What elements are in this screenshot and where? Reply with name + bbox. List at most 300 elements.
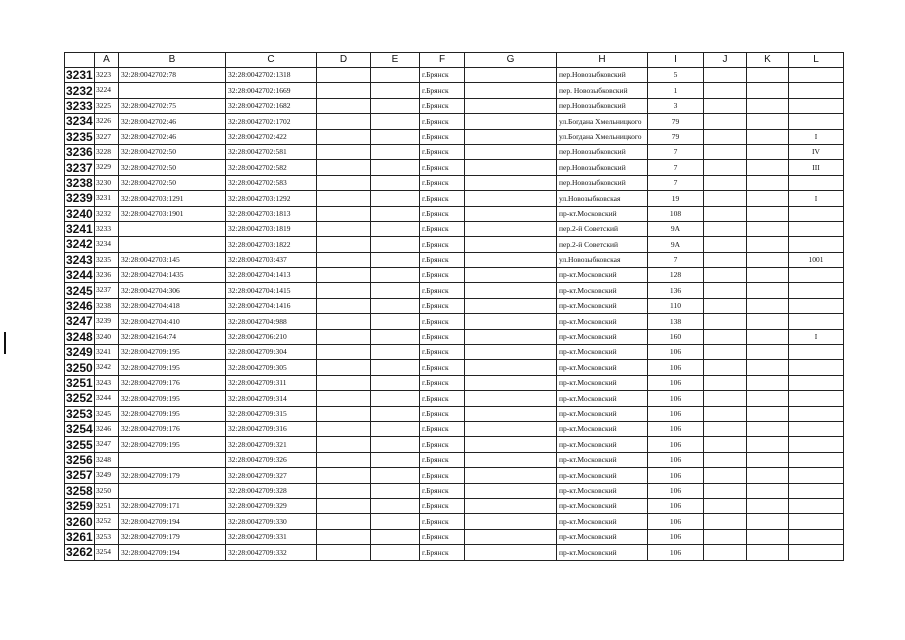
cell-d[interactable] <box>317 237 371 252</box>
cell-a[interactable]: 3238 <box>95 298 119 313</box>
cell-e[interactable] <box>371 98 420 113</box>
cell-l[interactable] <box>789 206 844 221</box>
cell-g[interactable] <box>465 237 557 252</box>
cell-h[interactable]: пр-кт.Московский <box>557 483 648 498</box>
row-number[interactable]: 3231 <box>66 68 93 83</box>
cell-a[interactable]: 3245 <box>95 406 119 421</box>
cell-k[interactable] <box>747 160 789 175</box>
cell-j[interactable] <box>704 68 747 83</box>
cell-i[interactable]: 1 <box>648 83 704 98</box>
cell-k[interactable] <box>747 98 789 113</box>
cell-a[interactable]: 3237 <box>95 283 119 298</box>
cell-h[interactable]: пр-кт.Московский <box>557 529 648 544</box>
cell-l[interactable]: 1001 <box>789 252 844 267</box>
row-number[interactable]: 3240 <box>66 206 93 221</box>
cell-h[interactable]: пр-кт.Московский <box>557 452 648 467</box>
cell-a[interactable]: 3248 <box>95 452 119 467</box>
cell-h[interactable]: пер.2-й Советский <box>557 221 648 236</box>
cell-e[interactable] <box>371 175 420 190</box>
cell-l[interactable] <box>789 498 844 513</box>
cell-d[interactable] <box>317 329 371 344</box>
cell-d[interactable] <box>317 252 371 267</box>
cell-e[interactable] <box>371 391 420 406</box>
cell-a[interactable]: 3249 <box>95 468 119 483</box>
cell-l[interactable] <box>789 283 844 298</box>
cell-g[interactable] <box>465 329 557 344</box>
cell-c[interactable]: 32:28:0042709:330 <box>226 514 317 529</box>
cell-j[interactable] <box>704 529 747 544</box>
row-number[interactable]: 3249 <box>66 345 93 360</box>
cell-e[interactable] <box>371 498 420 513</box>
cell-c[interactable]: 32:28:0042703:1822 <box>226 237 317 252</box>
cell-b[interactable]: 32:28:0042702:78 <box>119 68 226 83</box>
cell-j[interactable] <box>704 298 747 313</box>
cell-j[interactable] <box>704 329 747 344</box>
cell-e[interactable] <box>371 545 420 560</box>
row-number[interactable]: 3251 <box>66 376 93 390</box>
cell-k[interactable] <box>747 175 789 190</box>
cell-d[interactable] <box>317 391 371 406</box>
row-number[interactable]: 3236 <box>66 145 93 160</box>
cell-b[interactable]: 32:28:0042709:195 <box>119 406 226 421</box>
cell-a[interactable]: 3229 <box>95 160 119 175</box>
cell-b[interactable] <box>119 83 226 98</box>
cell-k[interactable] <box>747 529 789 544</box>
cell-j[interactable] <box>704 345 747 360</box>
cell-k[interactable] <box>747 129 789 144</box>
cell-d[interactable] <box>317 144 371 159</box>
cell-d[interactable] <box>317 545 371 560</box>
cell-b[interactable]: 32:28:0042709:194 <box>119 545 226 560</box>
cell-f[interactable]: г.Брянск <box>420 298 465 313</box>
cell-h[interactable]: пр-кт.Московский <box>557 545 648 560</box>
cell-d[interactable] <box>317 314 371 329</box>
cell-d[interactable] <box>317 529 371 544</box>
cell-f[interactable]: г.Брянск <box>420 68 465 83</box>
cell-j[interactable] <box>704 545 747 560</box>
cell-i[interactable]: 79 <box>648 129 704 144</box>
cell-b[interactable]: 32:28:0042704:410 <box>119 314 226 329</box>
cell-f[interactable]: г.Брянск <box>420 452 465 467</box>
row-number[interactable]: 3253 <box>66 406 93 421</box>
column-header-j[interactable]: J <box>704 53 747 68</box>
cell-c[interactable]: 32:28:0042709:315 <box>226 406 317 421</box>
cell-g[interactable] <box>465 114 557 129</box>
cell-i[interactable]: 106 <box>648 360 704 375</box>
cell-k[interactable] <box>747 514 789 529</box>
cell-j[interactable] <box>704 375 747 390</box>
cell-e[interactable] <box>371 191 420 206</box>
cell-i[interactable]: 106 <box>648 514 704 529</box>
cell-g[interactable] <box>465 98 557 113</box>
cell-l[interactable] <box>789 175 844 190</box>
cell-e[interactable] <box>371 268 420 283</box>
cell-h[interactable]: пер.Новозыбковский <box>557 175 648 190</box>
cell-f[interactable]: г.Брянск <box>420 98 465 113</box>
cell-j[interactable] <box>704 468 747 483</box>
cell-g[interactable] <box>465 345 557 360</box>
cell-c[interactable]: 32:28:0042709:311 <box>226 375 317 390</box>
cell-f[interactable]: г.Брянск <box>420 83 465 98</box>
cell-i[interactable]: 106 <box>648 483 704 498</box>
cell-k[interactable] <box>747 545 789 560</box>
cell-j[interactable] <box>704 483 747 498</box>
cell-e[interactable] <box>371 421 420 436</box>
cell-h[interactable]: пр-кт.Московский <box>557 329 648 344</box>
cell-f[interactable]: г.Брянск <box>420 237 465 252</box>
cell-h[interactable]: пер.2-й Советский <box>557 237 648 252</box>
cell-c[interactable]: 32:28:0042709:328 <box>226 483 317 498</box>
cell-i[interactable]: 160 <box>648 329 704 344</box>
cell-a[interactable]: 3230 <box>95 175 119 190</box>
cell-a[interactable]: 3241 <box>95 345 119 360</box>
cell-g[interactable] <box>465 191 557 206</box>
cell-h[interactable]: пер.Новозыбковский <box>557 144 648 159</box>
cell-e[interactable] <box>371 160 420 175</box>
cell-d[interactable] <box>317 468 371 483</box>
row-number[interactable]: 3245 <box>66 283 93 298</box>
cell-e[interactable] <box>371 83 420 98</box>
cell-k[interactable] <box>747 421 789 436</box>
cell-b[interactable]: 32:28:0042702:46 <box>119 114 226 129</box>
row-number[interactable]: 3242 <box>66 237 93 252</box>
cell-a[interactable]: 3227 <box>95 129 119 144</box>
cell-h[interactable]: пер.Новозыбковский <box>557 160 648 175</box>
cell-b[interactable]: 32:28:0042709:195 <box>119 345 226 360</box>
row-number[interactable]: 3250 <box>66 360 93 375</box>
cell-e[interactable] <box>371 468 420 483</box>
cell-a[interactable]: 3250 <box>95 483 119 498</box>
cell-g[interactable] <box>465 360 557 375</box>
cell-f[interactable]: г.Брянск <box>420 314 465 329</box>
cell-l[interactable] <box>789 83 844 98</box>
cell-f[interactable]: г.Брянск <box>420 468 465 483</box>
cell-f[interactable]: г.Брянск <box>420 545 465 560</box>
cell-k[interactable] <box>747 114 789 129</box>
cell-f[interactable]: г.Брянск <box>420 437 465 452</box>
cell-f[interactable]: г.Брянск <box>420 114 465 129</box>
cell-i[interactable]: 138 <box>648 314 704 329</box>
cell-i[interactable]: 5 <box>648 68 704 83</box>
cell-k[interactable] <box>747 498 789 513</box>
cell-i[interactable]: 108 <box>648 206 704 221</box>
cell-d[interactable] <box>317 129 371 144</box>
cell-i[interactable]: 136 <box>648 283 704 298</box>
cell-f[interactable]: г.Брянск <box>420 268 465 283</box>
cell-a[interactable]: 3223 <box>95 68 119 83</box>
cell-b[interactable] <box>119 221 226 236</box>
column-header-k[interactable]: K <box>747 53 789 68</box>
cell-j[interactable] <box>704 175 747 190</box>
row-number[interactable]: 3257 <box>66 468 93 483</box>
cell-j[interactable] <box>704 237 747 252</box>
cell-a[interactable]: 3234 <box>95 237 119 252</box>
cell-g[interactable] <box>465 468 557 483</box>
cell-c[interactable]: 32:28:0042709:304 <box>226 345 317 360</box>
cell-i[interactable]: 106 <box>648 452 704 467</box>
cell-i[interactable]: 106 <box>648 406 704 421</box>
cell-i[interactable]: 106 <box>648 421 704 436</box>
cell-l[interactable] <box>789 514 844 529</box>
row-number[interactable]: 3248 <box>66 329 93 344</box>
cell-f[interactable]: г.Брянск <box>420 175 465 190</box>
cell-e[interactable] <box>371 129 420 144</box>
cell-k[interactable] <box>747 268 789 283</box>
cell-f[interactable]: г.Брянск <box>420 406 465 421</box>
cell-c[interactable]: 32:28:0042704:988 <box>226 314 317 329</box>
cell-a[interactable]: 3233 <box>95 221 119 236</box>
cell-c[interactable]: 32:28:0042709:314 <box>226 391 317 406</box>
cell-d[interactable] <box>317 452 371 467</box>
cell-j[interactable] <box>704 514 747 529</box>
cell-l[interactable] <box>789 114 844 129</box>
cell-h[interactable]: пр-кт.Московский <box>557 283 648 298</box>
cell-c[interactable]: 32:28:0042704:1416 <box>226 298 317 313</box>
cell-g[interactable] <box>465 206 557 221</box>
cell-a[interactable]: 3239 <box>95 314 119 329</box>
cell-b[interactable]: 32:28:0042702:46 <box>119 129 226 144</box>
column-header-l[interactable]: L <box>789 53 844 68</box>
cell-e[interactable] <box>371 329 420 344</box>
cell-l[interactable] <box>789 406 844 421</box>
cell-c[interactable]: 32:28:0042709:326 <box>226 452 317 467</box>
cell-f[interactable]: г.Брянск <box>420 375 465 390</box>
cell-h[interactable]: пр-кт.Московский <box>557 437 648 452</box>
row-number[interactable]: 3241 <box>66 222 93 237</box>
cell-l[interactable] <box>789 221 844 236</box>
cell-h[interactable]: пр-кт.Московский <box>557 268 648 283</box>
cell-j[interactable] <box>704 360 747 375</box>
cell-d[interactable] <box>317 114 371 129</box>
cell-j[interactable] <box>704 98 747 113</box>
cell-l[interactable] <box>789 314 844 329</box>
cell-g[interactable] <box>465 529 557 544</box>
cell-j[interactable] <box>704 206 747 221</box>
cell-j[interactable] <box>704 268 747 283</box>
cell-i[interactable]: 128 <box>648 268 704 283</box>
cell-c[interactable]: 32:28:0042709:305 <box>226 360 317 375</box>
row-number[interactable]: 3252 <box>66 391 93 406</box>
cell-h[interactable]: пр-кт.Московский <box>557 391 648 406</box>
cell-b[interactable]: 32:28:0042709:179 <box>119 468 226 483</box>
column-header-h[interactable]: H <box>557 53 648 68</box>
cell-d[interactable] <box>317 406 371 421</box>
row-number[interactable]: 3239 <box>66 191 93 206</box>
cell-b[interactable]: 32:28:0042702:75 <box>119 98 226 113</box>
cell-l[interactable] <box>789 483 844 498</box>
row-number[interactable]: 3232 <box>66 83 93 98</box>
cell-j[interactable] <box>704 406 747 421</box>
cell-i[interactable]: 9А <box>648 237 704 252</box>
row-number[interactable]: 3233 <box>66 98 93 113</box>
cell-k[interactable] <box>747 345 789 360</box>
cell-a[interactable]: 3235 <box>95 252 119 267</box>
cell-h[interactable]: ул.Богдана Хмельницкого <box>557 129 648 144</box>
cell-k[interactable] <box>747 221 789 236</box>
cell-g[interactable] <box>465 298 557 313</box>
cell-k[interactable] <box>747 406 789 421</box>
cell-j[interactable] <box>704 160 747 175</box>
cell-l[interactable]: I <box>789 191 844 206</box>
cell-k[interactable] <box>747 252 789 267</box>
row-number[interactable]: 3258 <box>66 483 93 498</box>
cell-i[interactable]: 7 <box>648 160 704 175</box>
cell-h[interactable]: ул.Богдана Хмельницкого <box>557 114 648 129</box>
cell-f[interactable]: г.Брянск <box>420 252 465 267</box>
cell-i[interactable]: 79 <box>648 114 704 129</box>
cell-f[interactable]: г.Брянск <box>420 498 465 513</box>
cell-e[interactable] <box>371 206 420 221</box>
cell-f[interactable]: г.Брянск <box>420 144 465 159</box>
cell-k[interactable] <box>747 483 789 498</box>
cell-a[interactable]: 3244 <box>95 391 119 406</box>
cell-e[interactable] <box>371 68 420 83</box>
row-number[interactable]: 3260 <box>66 514 93 529</box>
cell-k[interactable] <box>747 437 789 452</box>
cell-i[interactable]: 106 <box>648 498 704 513</box>
cell-l[interactable] <box>789 545 844 560</box>
cell-f[interactable]: г.Брянск <box>420 160 465 175</box>
cell-d[interactable] <box>317 160 371 175</box>
cell-g[interactable] <box>465 68 557 83</box>
cell-b[interactable] <box>119 237 226 252</box>
cell-a[interactable]: 3232 <box>95 206 119 221</box>
cell-h[interactable]: пер.Новозыбковский <box>557 98 648 113</box>
row-number[interactable]: 3234 <box>66 114 93 129</box>
cell-g[interactable] <box>465 545 557 560</box>
cell-i[interactable]: 7 <box>648 252 704 267</box>
row-number[interactable]: 3244 <box>66 268 93 283</box>
cell-g[interactable] <box>465 483 557 498</box>
cell-g[interactable] <box>465 268 557 283</box>
cell-e[interactable] <box>371 406 420 421</box>
cell-d[interactable] <box>317 206 371 221</box>
cell-e[interactable] <box>371 514 420 529</box>
cell-g[interactable] <box>465 129 557 144</box>
cell-b[interactable]: 32:28:0042709:195 <box>119 391 226 406</box>
cell-d[interactable] <box>317 375 371 390</box>
cell-g[interactable] <box>465 452 557 467</box>
cell-g[interactable] <box>465 406 557 421</box>
column-header-b[interactable]: B <box>119 53 226 68</box>
cell-h[interactable]: пр-кт.Московский <box>557 314 648 329</box>
cell-i[interactable]: 3 <box>648 98 704 113</box>
cell-k[interactable] <box>747 314 789 329</box>
cell-c[interactable]: 32:28:0042709:332 <box>226 545 317 560</box>
cell-f[interactable]: г.Брянск <box>420 421 465 436</box>
cell-g[interactable] <box>465 375 557 390</box>
cell-k[interactable] <box>747 144 789 159</box>
cell-a[interactable]: 3224 <box>95 83 119 98</box>
cell-e[interactable] <box>371 483 420 498</box>
cell-j[interactable] <box>704 252 747 267</box>
cell-c[interactable]: 32:28:0042704:1415 <box>226 283 317 298</box>
cell-h[interactable]: ул.Новозыбковская <box>557 252 648 267</box>
cell-b[interactable]: 32:28:0042709:194 <box>119 514 226 529</box>
cell-a[interactable]: 3228 <box>95 144 119 159</box>
cell-l[interactable] <box>789 68 844 83</box>
row-number[interactable]: 3256 <box>66 452 93 467</box>
cell-e[interactable] <box>371 283 420 298</box>
cell-b[interactable]: 32:28:0042709:179 <box>119 529 226 544</box>
cell-c[interactable]: 32:28:0042703:1292 <box>226 191 317 206</box>
cell-f[interactable]: г.Брянск <box>420 206 465 221</box>
cell-j[interactable] <box>704 221 747 236</box>
cell-b[interactable]: 32:28:0042704:306 <box>119 283 226 298</box>
column-header-i[interactable]: I <box>648 53 704 68</box>
cell-j[interactable] <box>704 83 747 98</box>
cell-l[interactable] <box>789 345 844 360</box>
cell-i[interactable]: 106 <box>648 375 704 390</box>
cell-b[interactable] <box>119 483 226 498</box>
cell-h[interactable]: пр-кт.Московский <box>557 298 648 313</box>
column-header-f[interactable]: F <box>420 53 465 68</box>
cell-c[interactable]: 32:28:0042702:583 <box>226 175 317 190</box>
cell-h[interactable]: пр-кт.Московский <box>557 406 648 421</box>
cell-j[interactable] <box>704 437 747 452</box>
row-number[interactable]: 3255 <box>66 437 93 452</box>
cell-e[interactable] <box>371 237 420 252</box>
cell-d[interactable] <box>317 83 371 98</box>
column-header-c[interactable]: C <box>226 53 317 68</box>
cell-a[interactable]: 3252 <box>95 514 119 529</box>
cell-a[interactable]: 3251 <box>95 498 119 513</box>
row-number[interactable]: 3261 <box>66 529 93 544</box>
cell-f[interactable]: г.Брянск <box>420 345 465 360</box>
cell-j[interactable] <box>704 314 747 329</box>
cell-b[interactable]: 32:28:0042709:176 <box>119 421 226 436</box>
cell-c[interactable]: 32:28:0042709:327 <box>226 468 317 483</box>
cell-b[interactable] <box>119 452 226 467</box>
cell-a[interactable]: 3231 <box>95 191 119 206</box>
cell-k[interactable] <box>747 68 789 83</box>
cell-b[interactable]: 32:28:0042703:1901 <box>119 206 226 221</box>
cell-d[interactable] <box>317 298 371 313</box>
cell-k[interactable] <box>747 191 789 206</box>
cell-l[interactable] <box>789 468 844 483</box>
cell-c[interactable]: 32:28:0042702:582 <box>226 160 317 175</box>
cell-h[interactable]: пр-кт.Московский <box>557 345 648 360</box>
cell-e[interactable] <box>371 375 420 390</box>
cell-h[interactable]: пр-кт.Московский <box>557 498 648 513</box>
cell-k[interactable] <box>747 375 789 390</box>
cell-b[interactable]: 32:28:0042704:1435 <box>119 268 226 283</box>
cell-i[interactable]: 106 <box>648 529 704 544</box>
cell-l[interactable] <box>789 360 844 375</box>
cell-k[interactable] <box>747 360 789 375</box>
cell-c[interactable]: 32:28:0042702:1702 <box>226 114 317 129</box>
cell-c[interactable]: 32:28:0042703:1819 <box>226 221 317 236</box>
column-header-corner[interactable] <box>65 53 95 68</box>
cell-b[interactable]: 32:28:0042702:50 <box>119 160 226 175</box>
cell-i[interactable]: 106 <box>648 345 704 360</box>
cell-a[interactable]: 3247 <box>95 437 119 452</box>
cell-k[interactable] <box>747 206 789 221</box>
cell-i[interactable]: 106 <box>648 391 704 406</box>
cell-b[interactable]: 32:28:0042702:50 <box>119 144 226 159</box>
row-number[interactable]: 3246 <box>66 299 93 314</box>
cell-c[interactable]: 32:28:0042703:1813 <box>226 206 317 221</box>
cell-g[interactable] <box>465 83 557 98</box>
cell-j[interactable] <box>704 129 747 144</box>
cell-h[interactable]: пр-кт.Московский <box>557 514 648 529</box>
cell-g[interactable] <box>465 175 557 190</box>
cell-l[interactable] <box>789 421 844 436</box>
cell-e[interactable] <box>371 452 420 467</box>
cell-j[interactable] <box>704 421 747 436</box>
cell-f[interactable]: г.Брянск <box>420 329 465 344</box>
cell-g[interactable] <box>465 144 557 159</box>
